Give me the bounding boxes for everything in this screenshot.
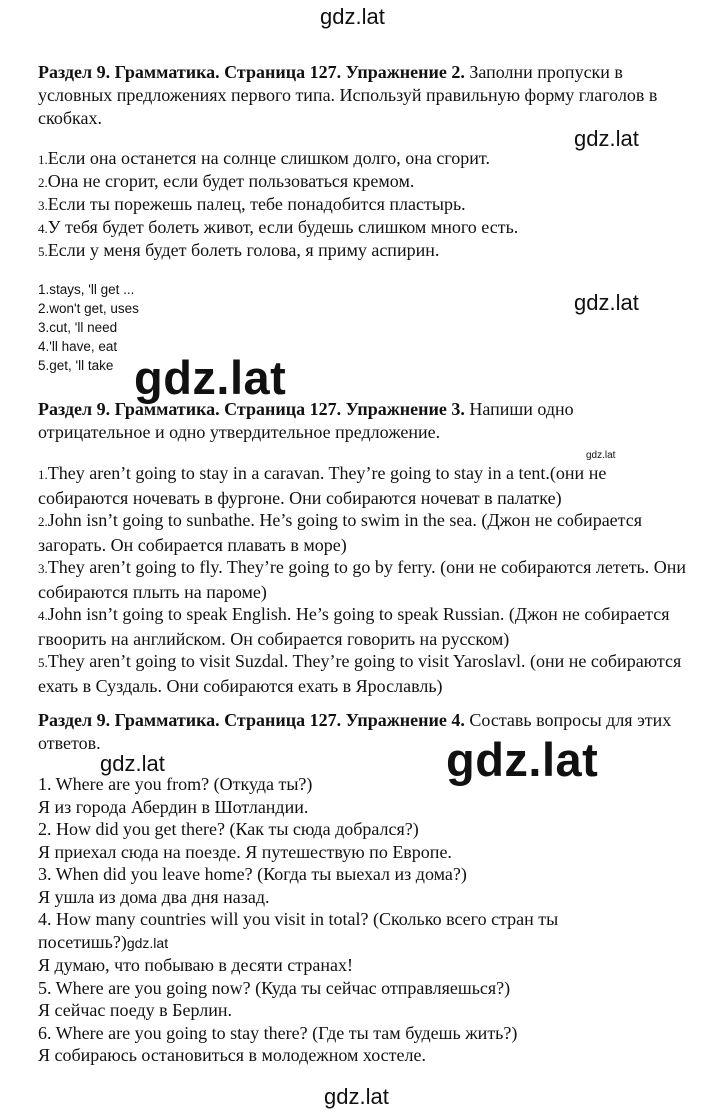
ex2-answer: 1.stays, 'll get ...: [38, 282, 135, 297]
ex4-line: Я ушла из дома два дня назад.: [38, 886, 270, 907]
watermark-small-left: gdz.lat: [100, 751, 165, 776]
watermark-right-2: gdz.lat: [574, 290, 639, 315]
exercise-4-task: Составь вопросы для этих ответов.: [38, 710, 672, 753]
ex2-sentence: 2.Она не сгорит, если будет пользоваться кремом.: [38, 171, 415, 191]
ex4-line: 6. Where are you going to stay there? (Где ты там будешь жить?): [38, 1022, 518, 1043]
ex4-line: Я собираюсь остановиться в молодежном хостеле.: [38, 1045, 427, 1065]
exercise-2-heading: Раздел 9. Грамматика. Страница 127. Упражнение 2.: [38, 62, 465, 82]
exercise-3-items: [38, 462, 688, 697]
ex2-sentence: 5.Если у меня будет болеть голова, я приму аспирин.: [38, 240, 440, 260]
exercise-3-heading: Раздел 9. Грамматика. Страница 127. Упражнение 3.: [38, 399, 465, 419]
ex4-line: Я сейчас поеду в Берлин.: [38, 1000, 232, 1020]
ex2-answer: 2.won't get, uses: [38, 301, 139, 316]
exercise-4-lines: [38, 773, 688, 1067]
ex3-item: 4.John isn’t going to speak English. He’s going to speak Russian. (Джон не собирается гвоорить на английском. Он собирается говорить на русском): [38, 604, 670, 649]
watermark-top: gdz.lat: [320, 4, 385, 29]
ex3-item: 5.They aren’t going to visit Suzdal. They’re going to visit Yaroslavl. (они не собираются ехать в Суздаль. Они собираются ехать в Ярославль): [38, 651, 682, 696]
exercise-4-header: [38, 709, 688, 755]
watermark-bottom: gdz.lat: [324, 1084, 389, 1109]
ex4-line: 4. How many countries will you visit in total? (Сколько всего стран ты: [38, 909, 559, 929]
watermark-right-1: gdz.lat: [574, 126, 639, 151]
ex2-sentence: 1.Если она останется на солнце слишком долго, она сгорит.: [38, 148, 490, 168]
ex4-line: 5. Where are you going now? (Куда ты сейчас отправляешься?): [38, 977, 511, 998]
ex2-sentence: 3.Если ты порежешь палец, тебе понадобится пластырь.: [38, 194, 466, 214]
ex2-sentence: 4.У тебя будет болеть живот, если будешь слишком много есть.: [38, 217, 519, 237]
ex4-line: Я приехал сюда на поезде. Я путешествую по Европе.: [38, 841, 452, 862]
watermark-tiny: gdz.lat: [586, 450, 616, 461]
exercise-2-header: [38, 61, 678, 130]
ex2-answer: 5.get, 'll take: [38, 358, 114, 373]
exercise-3-task: Напиши одно отрицательное и одно утвердительное предложение.: [38, 399, 574, 442]
ex4-line: 2. How did you get there? (Как ты сюда добрался?): [38, 819, 419, 839]
watermark-big-1: gdz.lat: [134, 351, 287, 404]
ex3-item: 1.They aren’t going to stay in a caravan. They’re going to stay in a tent.(они не собираются ночевать в фургоне. Они собираются ночеват в палатке): [38, 463, 607, 508]
ex3-item: 3.They aren’t going to fly. They’re going to go by ferry. (они не собираются лететь. Они собираются плыть на пароме): [38, 557, 687, 602]
ex4-line: Я думаю, что побываю в десяти странах!: [38, 955, 353, 975]
ex3-item: 2.John isn’t going to sunbathe. He’s going to swim in the sea. (Джон не собирается загорать. Он собирается плавать в море): [38, 510, 643, 555]
ex4-line: 3. When did you leave home? (Когда ты выехал из дома?): [38, 864, 467, 884]
exercise-2-task: Заполни пропуски в условных предложениях первого типа. Используй правильную форму глаголов в скобках.: [38, 62, 658, 128]
exercise-3-header: [38, 398, 678, 444]
ex4-line: Я из города Абердин в Шотландии.: [38, 796, 309, 817]
ex4-line: 1. Where are you from? (Откуда ты?): [38, 774, 313, 794]
watermark-big-2: gdz.lat: [446, 733, 599, 786]
ex2-answer: 4.'ll have, eat: [38, 339, 118, 354]
ex2-answer: 3.cut, 'll need: [38, 320, 118, 335]
ex4-line: посетишь?)gdz.lat: [38, 931, 169, 952]
exercise-4-heading: Раздел 9. Грамматика. Страница 127. Упражнение 4.: [38, 710, 465, 730]
watermark-inline: gdz.lat: [126, 934, 169, 951]
